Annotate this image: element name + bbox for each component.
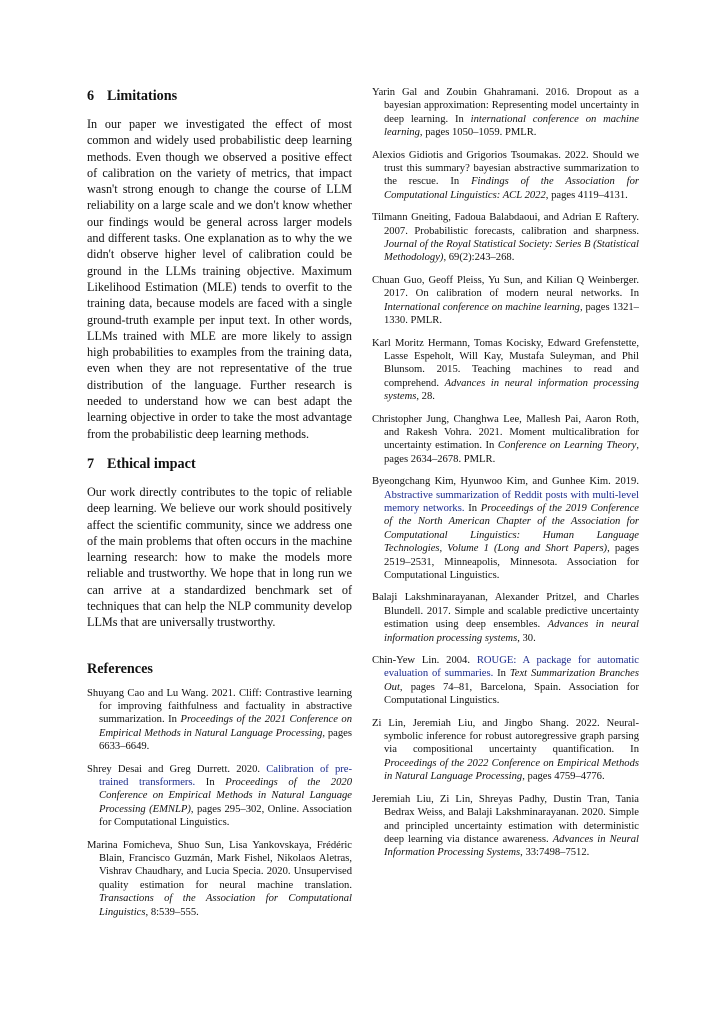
reference-entry	[372, 475, 639, 582]
reference-text: Yarin Gal and Zoubin Ghahramani. 2016. Dropout as a bayesian approximation: Representing model uncertainty in deep learning. In	[372, 87, 639, 125]
reference-text: Zi Lin, Jeremiah Liu, and Jingbo Shang. 2022. Neural-symbolic inference for robust autoregressive graph parsing via compositional uncertainty quantification. In	[372, 717, 639, 756]
reference-text: Alexios Gidiotis and Grigorios Tsoumakas. 2022. Should we trust this summary? bayesian abstractive summarization to the rescue. In	[372, 149, 639, 188]
reference-entry	[372, 413, 639, 467]
reference-link[interactable]: ROUGE: A package for automatic evaluation of summaries.	[384, 655, 640, 680]
reference-text: Byeongchang Kim, Hyunwoo Kim, and Gunhee Kim. 2019.	[372, 476, 639, 488]
section-number: 6	[87, 88, 95, 104]
reference-text: Tilmann Gneiting, Fadoua Balabdaoui, and Adrian E Raftery. 2007. Probabilistic forecasts, calibration and sharpness.	[372, 212, 639, 237]
reference-entry	[87, 763, 352, 830]
reference-text: , pages 1321–1330. PMLR.	[384, 301, 639, 327]
reference-entry	[372, 717, 639, 784]
reference-venue: Advances in Neural Information Processing Systems	[384, 833, 640, 859]
reference-entry	[372, 337, 639, 404]
reference-text: In	[493, 668, 510, 680]
right-column	[372, 86, 639, 869]
reference-text: , pages 2519–2531, Minneapolis, Minnesota. Association for Computational Linguistics.	[384, 543, 639, 581]
references-list-right	[372, 86, 639, 860]
reference-venue: Conference on Learning Theory	[497, 440, 637, 452]
reference-venue: Advances in neural information processing systems	[384, 619, 639, 644]
reference-entry	[372, 149, 639, 203]
reference-text: , 30.	[517, 632, 536, 644]
section-title: Limitations	[107, 88, 178, 104]
reference-entry	[87, 687, 352, 754]
reference-venue: Proceedings of the 2019 Conference of the North American Chapter of the Association for Computational Linguistics: Human Language Technologies, Volume 1 (Long and Short Papers)	[384, 502, 640, 555]
reference-venue: Text Summarization Branches Out	[384, 668, 640, 693]
section-title: Ethical impact	[107, 455, 196, 472]
section-heading-ethical	[87, 454, 352, 474]
reference-text: Balaji Lakshminarayanan, Alexander Pritzel, and Charles Blundell. 2017. Simple and scalable predictive uncertainty estimation using deep ensembles.	[372, 592, 639, 631]
reference-entry	[372, 274, 639, 328]
left-column	[87, 86, 352, 928]
limitations-paragraph: In our paper we investigated the effect of most common and widely used probabilistic deep learning methods. Even though we observed a positive effect of calibration on the variety of metrics, that impact wasn't strong enough to change the course of LLM reliability on a large scale and we don't know whether our findings would be general across larger models and different tasks. One explanation as to why the we didn't observe higher level of calibration could be ground in the LLMs training objective. Maximum Likelihood Estimation (MLE) tends to overfit to the training data, because models are faced with a single ground-truth example per input text. In other words, LLMs trained with MLE are more likely to assign high probabilities to examples from the training data, even when they are not representative of the true distribution of the language. Further research is needed to understand how we can best adapt the learning objective in order to take the most advantage from the probabilistic deep learning methods.	[87, 117, 352, 441]
reference-text: , pages 6633–6649.	[99, 727, 352, 753]
reference-entry	[372, 654, 639, 708]
reference-text: , pages 2634–2678. PMLR.	[384, 440, 639, 465]
reference-entry	[372, 211, 639, 265]
reference-text: Shuyang Cao and Lu Wang. 2021. Cliff: Contrastive learning for improving faithfulness and factuality in abstractive summarization. In	[87, 687, 352, 726]
reference-text: , 8:539–555.	[145, 906, 199, 918]
reference-link[interactable]: Abstractive summarization of Reddit posts with multi-level memory networks.	[384, 489, 639, 514]
reference-text: Marina Fomicheva, Shuo Sun, Lisa Yankovskaya, Frédéric Blain, Francisco Guzmán, Mark Fishel, Nikolaos Aletras, Vishrav Chaudhary, and Lucia Specia. 2020. Unsupervised quality estimation for neural machine translation.	[87, 839, 352, 891]
reference-link[interactable]: Calibration of pre-trained transformers.	[99, 763, 352, 789]
reference-text: , 28.	[416, 391, 435, 403]
reference-venue: Advances in neural information processing systems	[384, 377, 640, 403]
ethical-paragraph: Our work directly contributes to the topic of reliable deep learning. We believe our work should positively affect the scientific community, since we address one of the main problems that often occurs in the machine learning research: how to make the models more reliable and trustworthy. We hope that in long run we can arrive at a standardized benchmark set of techniques that can help the NLP community develop LLMs that are universally trustworthy.	[87, 484, 352, 630]
reference-text: Chuan Guo, Geoff Pleiss, Yu Sun, and Kilian Q Weinberger. 2017. On calibration of modern neural networks. In	[372, 274, 639, 300]
reference-text: , 33:7498–7512.	[520, 847, 590, 859]
reference-venue: Journal of the Royal Statistical Society: Series B (Statistical Methodology)	[384, 239, 639, 264]
reference-text: In	[195, 777, 226, 789]
reference-entry	[87, 839, 352, 919]
reference-text: Christopher Jung, Changhwa Lee, Mallesh Pai, Aaron Roth, and Rakesh Vohra. 2021. Moment multicalibration for uncertainty estimation. In	[372, 413, 639, 452]
reference-text: Shrey Desai and Greg Durrett. 2020.	[87, 763, 267, 775]
reference-text: In	[464, 502, 481, 514]
reference-entry	[372, 793, 639, 860]
section-number: 7	[87, 455, 95, 472]
reference-entry	[372, 591, 639, 645]
reference-entry	[372, 86, 639, 140]
reference-text: Chin-Yew Lin. 2004.	[372, 655, 477, 667]
reference-text: , pages 4119–4131.	[545, 189, 628, 201]
reference-venue: Proceedings of the 2022 Conference on Empirical Methods in Natural Language Processing	[384, 757, 639, 783]
reference-venue: international conference on machine learning	[384, 113, 639, 139]
reference-text: , pages 295–302, Online. Association for Computational Linguistics.	[99, 803, 352, 829]
reference-text: , pages 4759–4776.	[522, 771, 605, 783]
reference-venue: Proceedings of the 2021 Conference on Empirical Methods in Natural Language Processing	[99, 714, 353, 739]
reference-text: Jeremiah Liu, Zi Lin, Shreyas Padhy, Dustin Tran, Tania Bedrax Weiss, and Balaji Lakshminarayanan. 2020. Simple and principled uncertainty estimation with deterministic deep learning via distance awareness.	[372, 793, 639, 845]
references-heading: References	[87, 660, 153, 677]
references-list-left	[87, 687, 352, 920]
reference-venue: Transactions of the Association for Computational Linguistics	[99, 893, 352, 918]
reference-venue: Proceedings of the 2020 Conference on Empirical Methods in Natural Language Processing (EMNLP)	[99, 777, 352, 815]
reference-text: , 69(2):243–268.	[443, 252, 515, 264]
reference-venue: International conference on machine learning	[384, 301, 580, 313]
reference-text: , pages 74–81, Barcelona, Spain. Association for Computational Linguistics.	[384, 681, 639, 707]
section-heading-limitations	[87, 86, 352, 106]
reference-venue: Findings of the Association for Computational Linguistics: ACL 2022	[384, 176, 639, 201]
reference-text: , pages 1050–1059. PMLR.	[419, 127, 537, 139]
reference-text: Karl Moritz Hermann, Tomas Kocisky, Edward Grefenstette, Lasse Espeholt, Will Kay, Mustafa Suleyman, and Phil Blunsom. 2015. Teaching machines to read and comprehend.	[372, 337, 639, 389]
